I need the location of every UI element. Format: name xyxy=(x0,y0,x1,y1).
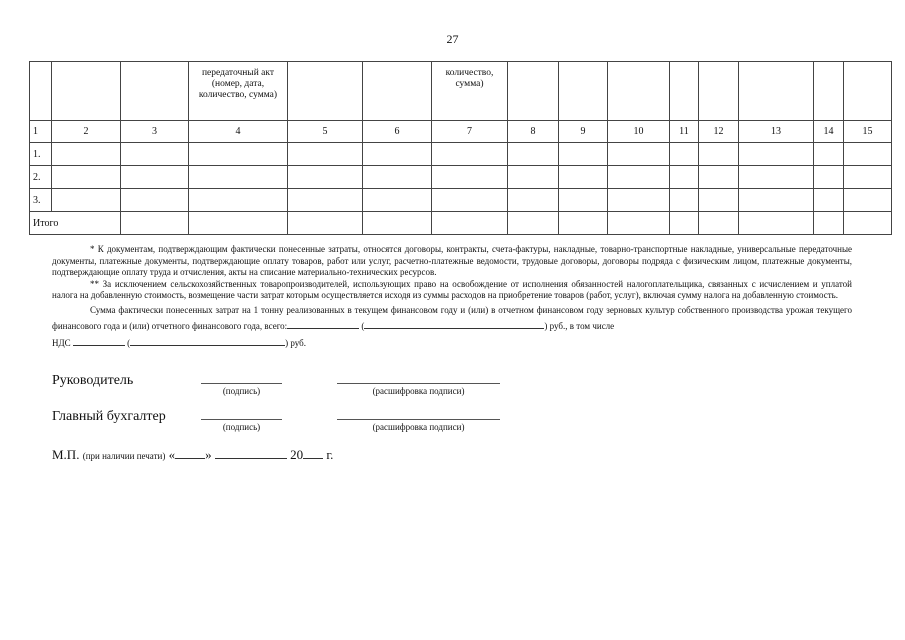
vat-open-paren: ( xyxy=(127,337,131,348)
table-cell[interactable] xyxy=(508,143,559,166)
table-cell[interactable] xyxy=(670,212,699,235)
table-cell[interactable] xyxy=(52,189,121,212)
total-label: Итого xyxy=(30,212,121,235)
table-cell[interactable] xyxy=(52,143,121,166)
sum-text: Сумма фактически понесенных затрат на 1 тонну реализованных в текущем финансовом году и (или) в отчетном финансовом году зерновых культур собственного производства урожая текущего финансового года и (или) отчетного финансового года, всего: xyxy=(52,304,852,331)
vat-amount-field[interactable] xyxy=(73,333,125,346)
column-number: 5 xyxy=(288,121,363,143)
table-total-row xyxy=(30,212,892,235)
column-number: 13 xyxy=(739,121,814,143)
table-cell[interactable] xyxy=(432,166,508,189)
sum-open-paren: ( xyxy=(361,321,365,331)
date-open-quote: « xyxy=(168,447,176,462)
header-cell xyxy=(814,62,844,121)
table-cell[interactable] xyxy=(739,166,814,189)
header-cell xyxy=(363,62,432,121)
page-number: 27 xyxy=(446,32,459,46)
form-table xyxy=(29,61,892,235)
table-cell[interactable] xyxy=(670,166,699,189)
header-cell xyxy=(559,62,608,121)
column-number: 14 xyxy=(814,121,844,143)
table-cell[interactable] xyxy=(814,212,844,235)
table-cell[interactable] xyxy=(508,189,559,212)
accountant-decoding-field[interactable] xyxy=(337,419,500,420)
table-cell[interactable] xyxy=(508,212,559,235)
table-cell[interactable] xyxy=(432,212,508,235)
table-cell[interactable] xyxy=(559,212,608,235)
table-cell[interactable] xyxy=(670,143,699,166)
table-cell[interactable] xyxy=(699,143,739,166)
table-cell[interactable] xyxy=(363,212,432,235)
table-cell[interactable] xyxy=(121,189,189,212)
year-field[interactable] xyxy=(303,446,323,459)
accountant-signature-field[interactable] xyxy=(201,419,282,420)
table-cell[interactable] xyxy=(699,166,739,189)
table-cell[interactable] xyxy=(559,143,608,166)
column-number: 3 xyxy=(121,121,189,143)
sum-total-field[interactable] xyxy=(287,316,359,329)
header-cell xyxy=(608,62,670,121)
accountant-signature-caption: (подпись) xyxy=(222,422,261,432)
head-decoding-caption: (расшифровка подписи) xyxy=(372,386,465,396)
vat-rub-text: ) руб. xyxy=(285,337,306,348)
header-cell xyxy=(30,62,52,121)
table-cell[interactable] xyxy=(363,143,432,166)
table-cell[interactable] xyxy=(608,143,670,166)
table-cell[interactable] xyxy=(121,212,189,235)
column-number: 2 xyxy=(52,121,121,143)
table-cell[interactable] xyxy=(844,166,892,189)
header-cell xyxy=(121,62,189,121)
table-cell[interactable] xyxy=(288,189,363,212)
header-cell xyxy=(739,62,814,121)
table-row xyxy=(30,143,892,166)
table-cell[interactable] xyxy=(121,143,189,166)
header-cell xyxy=(52,62,121,121)
column-number: 15 xyxy=(844,121,892,143)
column-number: 9 xyxy=(559,121,608,143)
table-row xyxy=(30,166,892,189)
column-number: 10 xyxy=(608,121,670,143)
table-cell[interactable] xyxy=(288,143,363,166)
header-cell: количество, сумма) xyxy=(432,62,508,121)
mp-note: (при наличии печати) xyxy=(82,451,166,461)
table-cell[interactable] xyxy=(559,166,608,189)
table-cell[interactable] xyxy=(608,166,670,189)
vat-in-words-field[interactable] xyxy=(130,333,285,346)
table-cell[interactable] xyxy=(844,189,892,212)
header-cell: передаточный акт (номер, дата, количество, сумма) xyxy=(189,62,288,121)
table-cell[interactable] xyxy=(189,166,288,189)
sum-statement xyxy=(52,305,852,333)
row-number: 1. xyxy=(30,143,52,166)
column-number: 8 xyxy=(508,121,559,143)
chief-accountant-label: Главный бухгалтер xyxy=(52,409,166,424)
sum-in-words-field[interactable] xyxy=(364,316,544,329)
head-signature-caption: (подпись) xyxy=(222,386,261,396)
stamp-date-line xyxy=(52,446,333,463)
head-decoding-field[interactable] xyxy=(337,383,500,384)
table-cell[interactable] xyxy=(52,166,121,189)
vat-label: НДС xyxy=(52,337,71,348)
footnotes xyxy=(52,244,852,349)
footnote-vat-exemption: ** За исключением сельскохозяйственных товаропроизводителей, использующих право на освобождение от исполнения обязанностей налогоплательщика, связанных с исчислением и уплатой налога на добавленную стоимость, возмещение части затрат которым осуществляется исходя из суммы расходов на приобретение товаров (работ, услуг), включая сумму налога на добавленную стоимость. xyxy=(52,278,852,300)
table-row xyxy=(30,189,892,212)
day-field[interactable] xyxy=(175,446,205,459)
table-cell[interactable] xyxy=(844,143,892,166)
table-cell[interactable] xyxy=(288,212,363,235)
accountant-decoding-caption: (расшифровка подписи) xyxy=(372,422,465,432)
table-cell[interactable] xyxy=(670,189,699,212)
table-header-row xyxy=(30,62,892,121)
year-prefix: 20 xyxy=(290,447,304,462)
table-cell[interactable] xyxy=(508,166,559,189)
table-cell[interactable] xyxy=(739,189,814,212)
table-cell[interactable] xyxy=(189,143,288,166)
column-number: 7 xyxy=(432,121,508,143)
row-number: 3. xyxy=(30,189,52,212)
footnote-documents: * К документам, подтверждающим фактически понесенные затраты, относятся договоры, контракты, счета-фактуры, накладные, товарно-транспортные накладные, универсальные передаточные документы, платежные документы, подтверждающие оплату товаров, работ или услуг, расчетно-платежные ведомости, трудовые договоры, договоры подряда с физическим лицом, платежные документы, подтверждающие оплату труда и отчисления, акты на списание материально-технических ресурсов. xyxy=(52,244,852,277)
header-cell xyxy=(288,62,363,121)
table-cell[interactable] xyxy=(608,212,670,235)
table-cell[interactable] xyxy=(814,143,844,166)
table-cell[interactable] xyxy=(189,212,288,235)
row-number: 2. xyxy=(30,166,52,189)
table-cell[interactable] xyxy=(699,189,739,212)
column-number: 1 xyxy=(30,121,52,143)
header-cell xyxy=(844,62,892,121)
column-number: 12 xyxy=(699,121,739,143)
header-cell xyxy=(670,62,699,121)
table-cell[interactable] xyxy=(432,143,508,166)
head-label: Руководитель xyxy=(52,373,134,388)
table-cell[interactable] xyxy=(699,212,739,235)
table-cell[interactable] xyxy=(288,166,363,189)
table-cell[interactable] xyxy=(189,189,288,212)
table-cell[interactable] xyxy=(814,189,844,212)
sum-rub-text: ) руб., в том числе xyxy=(544,321,615,331)
table-cell[interactable] xyxy=(559,189,608,212)
table-cell[interactable] xyxy=(363,166,432,189)
header-cell xyxy=(699,62,739,121)
table-cell[interactable] xyxy=(121,166,189,189)
column-number: 4 xyxy=(189,121,288,143)
table-cell[interactable] xyxy=(814,166,844,189)
table-cell[interactable] xyxy=(739,212,814,235)
table-cell[interactable] xyxy=(363,189,432,212)
year-suffix: г. xyxy=(326,447,334,462)
table-cell[interactable] xyxy=(608,189,670,212)
column-number: 11 xyxy=(670,121,699,143)
header-cell xyxy=(508,62,559,121)
table-cell[interactable] xyxy=(844,212,892,235)
date-close-quote: » xyxy=(205,447,212,462)
month-field[interactable] xyxy=(215,446,287,459)
column-number-row xyxy=(30,121,892,143)
table-cell[interactable] xyxy=(739,143,814,166)
mp-label: М.П. xyxy=(52,447,80,462)
head-signature-field[interactable] xyxy=(201,383,282,384)
column-number: 6 xyxy=(363,121,432,143)
vat-statement xyxy=(52,333,852,350)
table-cell[interactable] xyxy=(432,189,508,212)
